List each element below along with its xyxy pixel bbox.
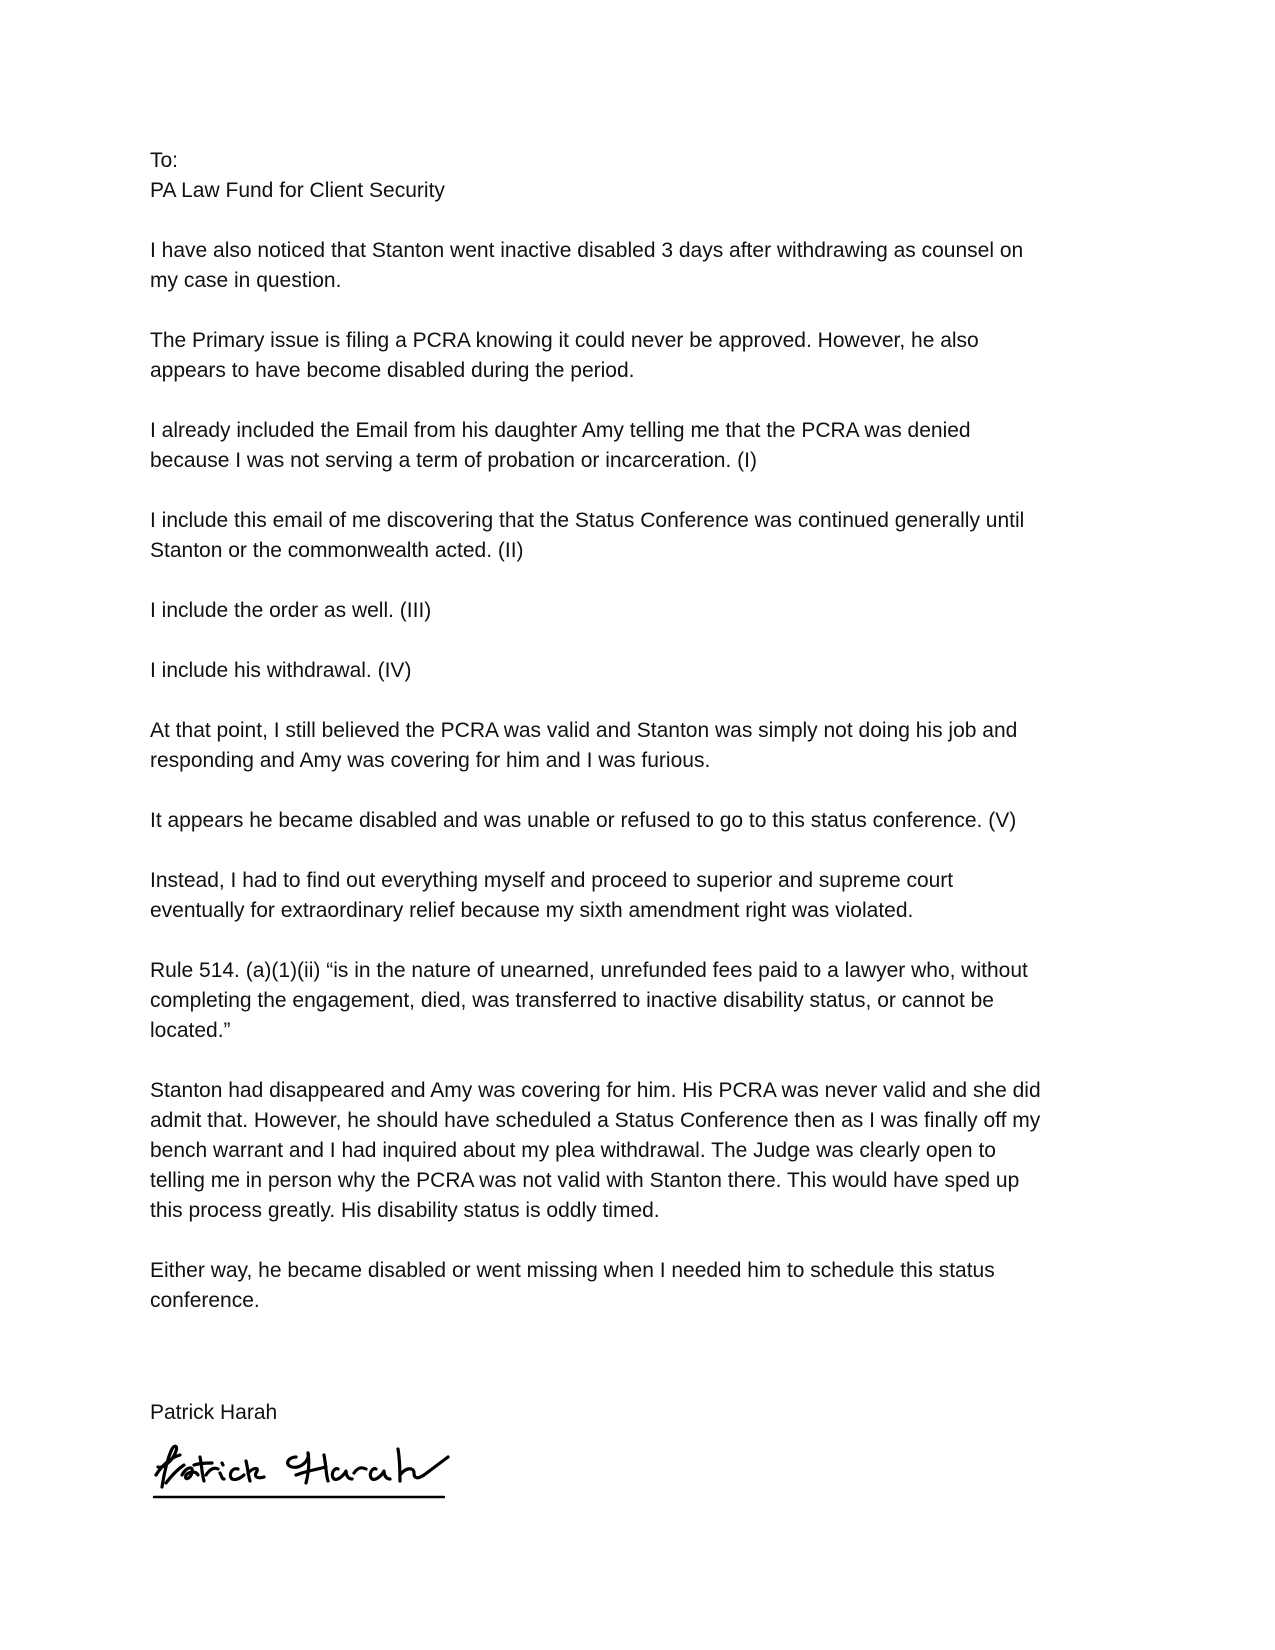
paragraph	[150, 716, 1140, 776]
to-label: To:	[150, 149, 179, 172]
paragraph	[150, 416, 1140, 476]
paragraph-line: I have also noticed that Stanton went inactive disabled 3 days after withdrawing as counsel on	[150, 239, 1024, 262]
paragraph-line: responding and Amy was covering for him and I was furious.	[150, 749, 711, 772]
paragraph-line: my case in question.	[150, 269, 342, 292]
paragraph-line: bench warrant and I had inquired about my plea withdrawal. The Judge was clearly open to	[150, 1139, 996, 1162]
address-block	[150, 146, 1140, 206]
paragraph-line: telling me in person why the PCRA was not valid with Stanton there. This would have sped up	[150, 1169, 1020, 1192]
paragraph-line: At that point, I still believed the PCRA was valid and Stanton was simply not doing his job and	[150, 719, 1018, 742]
signature-drawing	[148, 1435, 454, 1501]
paragraph	[150, 1076, 1140, 1226]
paragraph	[150, 596, 1140, 626]
paragraph-line: Instead, I had to find out everything myself and proceed to superior and supreme court	[150, 869, 954, 892]
paragraph-line: I include this email of me discovering that the Status Conference was continued generally until	[150, 509, 1025, 532]
paragraph	[150, 656, 1140, 686]
paragraph-line: The Primary issue is filing a PCRA knowing it could never be approved. However, he also	[150, 329, 979, 352]
paragraph-line: Stanton or the commonwealth acted. (II)	[150, 539, 524, 562]
paragraph-line: because I was not serving a term of probation or incarceration. (I)	[150, 449, 757, 472]
paragraph	[150, 866, 1140, 926]
paragraph-line: I already included the Email from his daughter Amy telling me that the PCRA was denied	[150, 419, 971, 442]
paragraph	[150, 236, 1140, 296]
paragraph-line: Stanton had disappeared and Amy was covering for him. His PCRA was never valid and she did	[150, 1079, 1041, 1102]
paragraph-line: Rule 514. (a)(1)(ii) “is in the nature of unearned, unrefunded fees paid to a lawyer who, without	[150, 959, 1028, 982]
letter-body	[150, 146, 1140, 1316]
paragraph-line: this process greatly. His disability status is oddly timed.	[150, 1199, 660, 1222]
paragraph-line: I include the order as well. (III)	[150, 599, 432, 622]
paragraph-line: I include his withdrawal. (IV)	[150, 659, 412, 682]
paragraph	[150, 806, 1140, 836]
paragraph-line: located.”	[150, 1019, 231, 1042]
paragraph-line: completing the engagement, died, was transferred to inactive disability status, or cannot be	[150, 989, 994, 1012]
paragraph	[150, 1256, 1140, 1316]
paragraph	[150, 956, 1140, 1046]
paragraph-line: conference.	[150, 1289, 260, 1312]
paragraph-line: It appears he became disabled and was unable or refused to go to this status conference. (V)	[150, 809, 1017, 832]
paragraph-line: eventually for extraordinary relief because my sixth amendment right was violated.	[150, 899, 914, 922]
paragraph-line: Either way, he became disabled or went missing when I needed him to schedule this status	[150, 1259, 995, 1282]
signer-name: Patrick Harah	[150, 1401, 278, 1424]
paragraph	[150, 326, 1140, 386]
paragraph	[150, 506, 1140, 566]
handwritten-signature	[148, 1435, 454, 1501]
paragraph-line: appears to have become disabled during the period.	[150, 359, 635, 382]
recipient-name: PA Law Fund for Client Security	[150, 179, 445, 202]
paragraph-line: admit that. However, he should have scheduled a Status Conference then as I was finally off my	[150, 1109, 1041, 1132]
